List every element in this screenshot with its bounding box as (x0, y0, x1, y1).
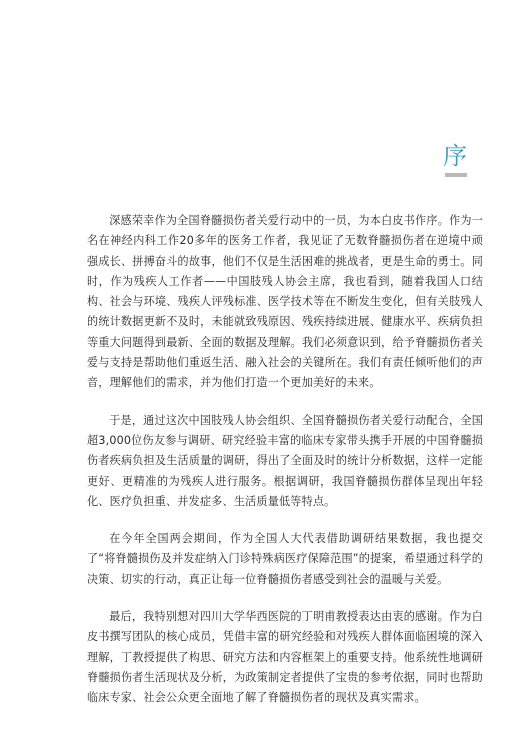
paragraph-2: 于是，通过这次中国肢残人协会组织、全国脊髓损伤者关爱行动配合，全国超3,000位伤友参与调研、研究经验丰富的临床专家带头携手开展的中国脊髓损伤者疾病负担及生活质量的调研，得出了全面及时的统计分析数据，这样一定能更好、更精准的为残疾人进行服务。根据调研，我国脊髓损伤群体呈现出年轻化、医疗负担重、并发症多、生活质量低等特点。 (87, 413, 483, 508)
paragraph-4: 最后，我特别想对四川大学华西医院的丁明甫教授表达由衷的感谢。作为白皮书撰写团队的核心成员，凭借丰富的研究经验和对残疾人群体面临困境的深入理解，丁教授提供了构思、研究方法和内容框架上的重要支持。他系统性地调研脊髓损伤者生活现状及分析，为政策制定者提供了宝贵的参考依据，同时也帮助临床专家、社会公众更全面地了解了脊髓损伤者的现状及真实需求。 (87, 610, 483, 705)
preface-heading: 序 (443, 142, 467, 170)
paragraph-3: 在今年全国两会期间，作为全国人大代表借助调研结果数据，我也提交了“将脊髓损伤及并发症纳入门诊特殊病医疗保障范围”的提案，希望通过科学的决策、切实的行动，真正让每一位脊髓损伤者感受到社会的温暖与关爱。 (87, 532, 483, 586)
heading-underline (445, 173, 467, 177)
paragraph-1: 深感荣幸作为全国脊髓损伤者关爱行动中的一员，为本白皮书作序。作为一名在神经内科工作20多年的医务工作者，我见证了无数脊髓损伤者在逆境中顽强成长、拼搏奋斗的故事，他们不仅是生活困难的挑战者，更是生命的勇士。同时，作为残疾人工作者——中国肢残人协会主席，我也看到，随着我国人口结构、社会与环境、残疾人评残标准、医学技术等在不断发生变化，但有关肢残人的统计数据更新不及时，未能就致残原因、残疾持续进展、健康水平、疾病负担等重大问题得到最新、全面的数据及理解。我们必须意识到，给予脊髓损伤者关爱与支持是帮助他们重返生活、融入社会的关键所在。我们有责任倾听他们的声音，理解他们的需求，并为他们打造一个更加美好的未来。 (87, 214, 483, 390)
preface-body (87, 211, 483, 726)
